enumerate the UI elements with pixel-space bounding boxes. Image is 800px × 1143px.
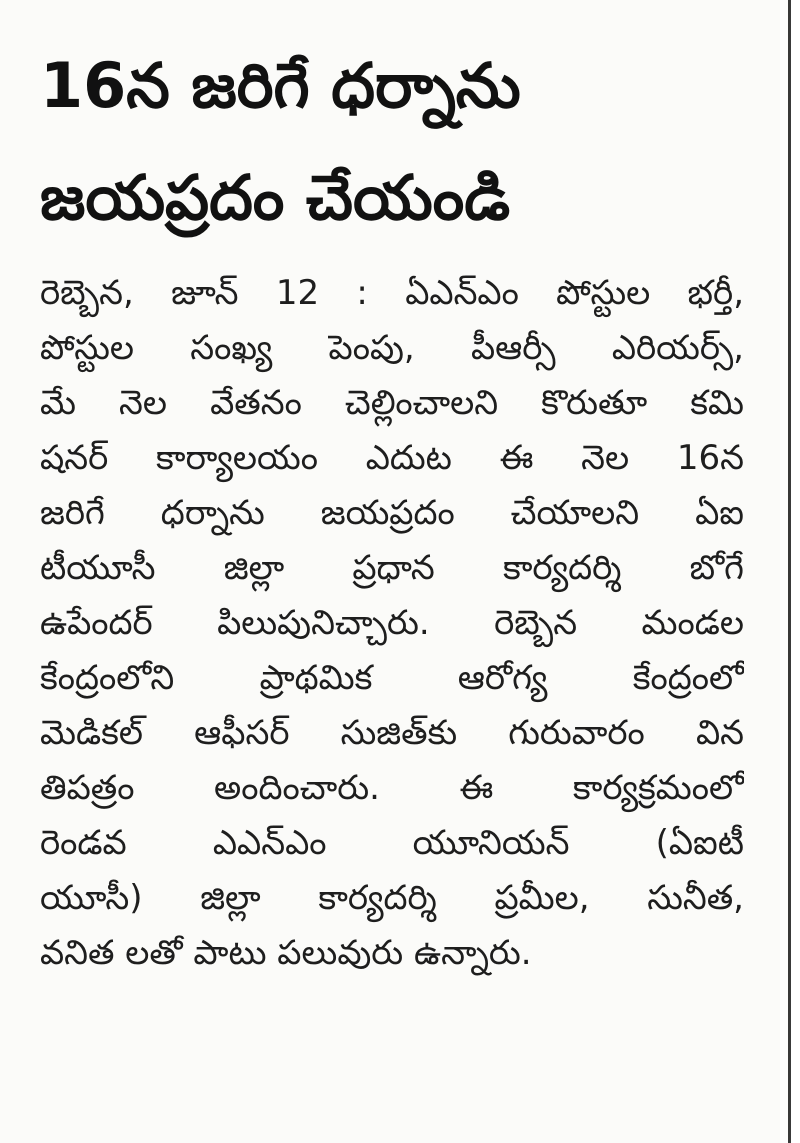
body-line-11: రెండవ ఎఎన్ఎం యూనియన్ (ఏఐటీ [40, 823, 744, 863]
body-line-5: జరిగే ధర్నాను జయప్రదం చేయాలని ఏఐ [40, 493, 744, 533]
body-line-7: ఉపేందర్ పిలుపునిచ్చారు. రెబ్బెన మండల [40, 603, 744, 643]
body-line-1: రెబ్బెన, జూన్ 12 : ఏఎన్ఎం పోస్టుల భర్తీ, [40, 273, 744, 313]
article-body [40, 266, 744, 981]
body-line-2: పోస్టుల సంఖ్య పెంపు, పీఆర్సీ ఎరియర్స్, [40, 328, 744, 368]
body-line-13: వనిత లతో పాటు పలువురు ఉన్నారు. [40, 933, 532, 973]
column-divider [788, 0, 791, 1143]
body-line-3: మే నెల వేతనం చెల్లించాలని కొరుతూ కమి [40, 383, 744, 423]
body-line-8: కేంద్రంలోని ప్రాథమిక ఆరోగ్య కేంద్రంలో [40, 658, 744, 698]
headline [40, 30, 744, 254]
headline-line-1: 16న జరిగే ధర్నాను [40, 49, 521, 122]
body-line-4: షనర్ కార్యాలయం ఎదుట ఈ నెల 16న [40, 438, 744, 478]
headline-line-2: జయప్రదం చేయండి [40, 161, 511, 234]
body-line-12: యూసీ) జిల్లా కార్యదర్శి ప్రమీల, సునీత, [40, 878, 744, 918]
body-line-6: టీయూసీ జిల్లా ప్రధాన కార్యదర్శి బోగే [40, 548, 744, 588]
body-line-9: మెడికల్ ఆఫీసర్ సుజిత్‌కు గురువారం విన [40, 713, 744, 753]
body-line-10: తిపత్రం అందించారు. ఈ కార్యక్రమంలో [40, 768, 744, 808]
